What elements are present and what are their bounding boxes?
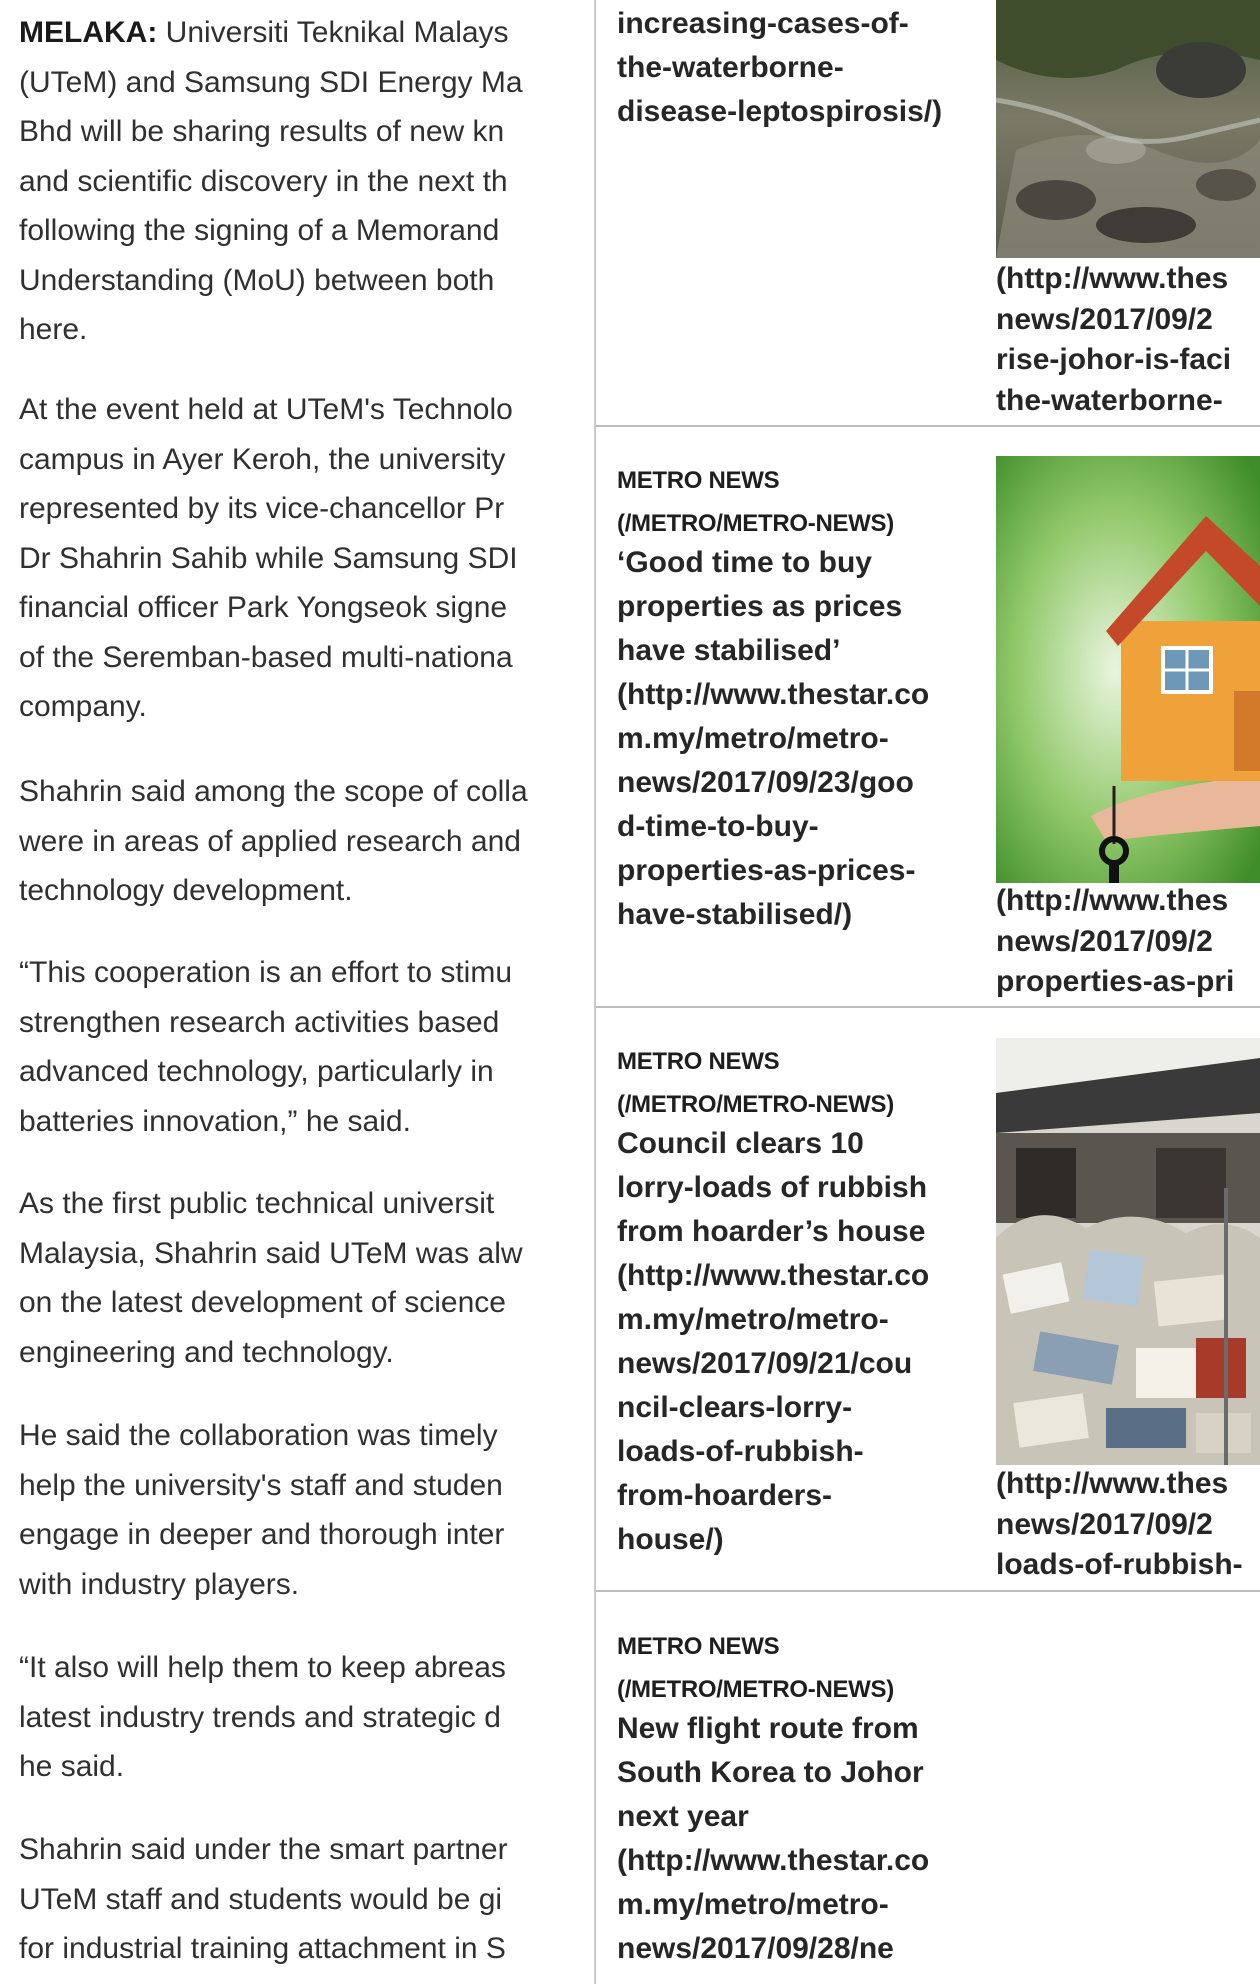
headline-line: from-hoarders- [617,1479,833,1512]
article-line: for industrial training attachment in S [19,1932,506,1965]
article-line: of the Seremban-based multi-nationa [19,640,513,674]
thumbnail-link-caption[interactable] [996,881,1260,1003]
thumbnail-link-caption[interactable] [996,1464,1260,1586]
house-key-photo-icon [996,456,1260,883]
headline-line: news/2017/09/23/goo [617,766,914,799]
headline-line: news/2017/09/21/cou [617,1347,913,1380]
headline-line: Council clears 10 [617,1127,864,1160]
caption-line: news/2017/09/2 [996,924,1213,958]
article-line: Bhd will be sharing results of new kn [19,115,505,148]
headline-line: d-time-to-buy- [617,810,819,843]
article-line: “This cooperation is an effort to stimu [19,956,513,989]
article-paragraph [19,1179,523,1377]
headline-line: next year [617,1800,749,1833]
headline-line: have-stabilised/) [617,898,853,931]
article-line: At the event held at UTeM's Technolo [19,393,513,426]
headline-line: lorry-loads of rubbish [617,1171,928,1204]
caption-line: news/2017/09/2 [996,1507,1213,1541]
article-body [0,0,544,1984]
article-line: help the university's staff and studen [19,1468,503,1502]
article-line: latest industry trends and strategic d [19,1700,501,1734]
article-line: engineering and technology. [19,1335,394,1369]
article-paragraph [19,8,523,355]
news-item [617,464,987,937]
news-headline-link[interactable] [617,1707,987,1971]
article-line: Malaysia, Shahrin said UTeM was alw [19,1236,523,1270]
category-label[interactable]: METRO NEWS [617,467,780,494]
category-label[interactable]: METRO NEWS [617,1048,780,1075]
article-line: here. [19,313,88,346]
link-line: the-waterborne- [617,51,844,84]
caption-line: (http://www.thes [996,1467,1229,1500]
article-line: (UTeM) and Samsung SDI Energy Ma [19,65,523,99]
article-line: were in areas of applied research and [19,824,521,858]
article-paragraph [19,1825,508,1974]
article-paragraph [19,767,528,916]
house-photo-thumbnail[interactable] [996,456,1260,883]
headline-line: (http://www.thestar.co [617,678,930,711]
headline-line: ncil-clears-lorry- [617,1391,853,1424]
article-line: and scientific discovery in the next th [19,164,508,198]
article-line: with industry players. [19,1567,300,1601]
category-link[interactable]: (/METRO/METRO-NEWS) [617,510,894,537]
article-paragraph [19,385,518,732]
headline-line: South Korea to Johor [617,1756,924,1789]
article-line: “It also will help them to keep abreas [19,1651,506,1684]
article-text: Universiti Teknikal Malays [165,16,509,49]
caption-line: the-waterborne- [996,383,1223,417]
article-line: Understanding (MoU) between both [19,263,495,297]
article-line: He said the collaboration was timely [19,1419,498,1452]
headline-line: ‘Good time to buy [617,546,872,579]
link-line: increasing-cases-of- [617,7,909,40]
article-line: Shahrin said among the scope of colla [19,775,528,808]
item-separator [596,1590,1260,1592]
item-separator [596,1006,1260,1008]
news-item [617,1045,987,1562]
article-line: company. [19,690,147,723]
headline-line: m.my/metro/metro- [617,722,889,755]
dateline: MELAKA: [19,16,158,49]
headline-line: house/) [617,1523,724,1556]
article-paragraph [19,1643,506,1792]
caption-line: (http://www.thes [996,262,1229,295]
headline-line: have stabilised’ [617,634,841,667]
article-line: As the first public technical universit [19,1187,495,1220]
stream-photo-thumbnail[interactable] [996,0,1260,258]
category-link[interactable]: (/METRO/METRO-NEWS) [617,1676,894,1703]
headline-line: New flight route from [617,1712,919,1745]
link-line: disease-leptospirosis/) [617,95,943,128]
category-label[interactable]: METRO NEWS [617,1633,780,1660]
article-line: on the latest development of science [19,1286,506,1319]
rubbish-photo-thumbnail[interactable] [996,1038,1260,1465]
headline-line: loads-of-rubbish- [617,1435,864,1468]
headline-line: (http://www.thestar.co [617,1844,930,1877]
article-line: engage in deeper and thorough inter [19,1518,505,1551]
article-line: represented by its vice-chancellor Pr [19,492,505,525]
article-line: strengthen research activities based [19,1005,500,1039]
news-headline-link[interactable] [617,541,987,937]
article-paragraph [19,1411,504,1609]
caption-line: (http://www.thes [996,884,1229,917]
article-line: Dr Shahrin Sahib while Samsung SDI [19,541,518,575]
caption-line: rise-johor-is-faci [996,343,1232,376]
article-line: campus in Ayer Keroh, the university [19,442,506,476]
article-line: UTeM staff and students would be gi [19,1882,503,1916]
stream-rocks-photo-icon [996,0,1260,258]
caption-line: news/2017/09/2 [996,302,1213,336]
headline-line: properties-as-prices- [617,854,916,887]
news-item [617,1630,987,1971]
headline-line: m.my/metro/metro- [617,1888,889,1921]
thumbnail-link-caption[interactable] [996,259,1260,421]
article-paragraph [19,948,512,1146]
caption-line: properties-as-pri [996,965,1235,998]
news-headline-link[interactable] [617,1122,987,1562]
category-link[interactable]: (/METRO/METRO-NEWS) [617,1091,894,1118]
article-line: financial officer Park Yongseok signe [19,591,508,624]
rubbish-pile-photo-icon [996,1038,1260,1465]
headline-line: m.my/metro/metro- [617,1303,889,1336]
news-link[interactable] [617,2,987,134]
article-line [19,8,523,58]
headline-line: from hoarder’s house [617,1215,926,1248]
headline-line: news/2017/09/28/ne [617,1932,894,1965]
headline-line: (http://www.thestar.co [617,1259,930,1292]
article-line: Shahrin said under the smart partner [19,1833,508,1866]
headline-line: properties as prices [617,590,903,623]
article-line: batteries innovation,” he said. [19,1104,411,1138]
article-line: technology development. [19,874,353,907]
item-separator [596,425,1260,427]
article-line: advanced technology, particularly in [19,1055,494,1088]
article-line: he said. [19,1750,125,1783]
caption-line: loads-of-rubbish- [996,1548,1243,1581]
article-line: following the signing of a Memorand [19,214,500,247]
related-news-sidebar [596,0,1260,1984]
